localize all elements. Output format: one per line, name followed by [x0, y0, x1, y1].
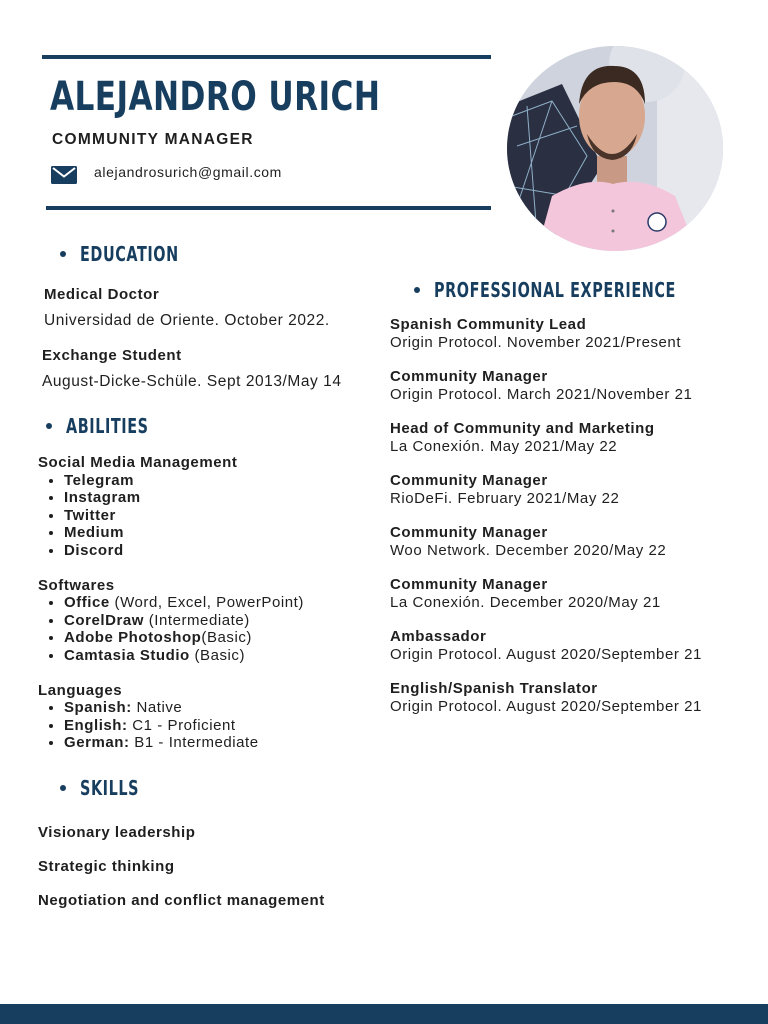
experience-detail: La Conexión. May 2021/May 22: [390, 437, 618, 455]
item-name: Camtasia Studio: [64, 646, 190, 664]
experience-detail: Origin Protocol. November 2021/Present: [390, 333, 682, 351]
item-level: C1 - Proficient: [127, 716, 236, 734]
bullet-dot: [60, 251, 66, 257]
bullet-dot: [60, 785, 66, 791]
candidate-role: COMMUNITY MANAGER: [52, 131, 254, 148]
list-item: • Medium: [64, 524, 304, 542]
list-item: [64, 612, 304, 630]
experience-role: Spanish Community Lead: [390, 316, 587, 333]
item-level: (Basic): [189, 646, 246, 664]
list-item: [64, 647, 304, 665]
list-item: [64, 699, 304, 717]
skills-heading: [60, 776, 162, 800]
section-title: ABILITIES: [66, 414, 149, 438]
education-degree: Medical Doctor: [44, 286, 160, 303]
skill-item: Visionary leadership: [38, 824, 196, 841]
item-name: Adobe Photoshop: [64, 629, 202, 646]
list-item: [64, 734, 304, 752]
bullet-dot: [46, 423, 52, 429]
candidate-name: ALEJANDRO URICH: [50, 74, 381, 120]
softwares-heading: Softwares: [38, 576, 115, 594]
education-degree: Exchange Student: [42, 347, 182, 364]
abilities-list: [38, 454, 304, 752]
item-name: English:: [64, 716, 128, 734]
list-item: • Instagram: [64, 489, 304, 507]
education-detail: August-Dicke-Schüle. Sept 2013/May 14: [42, 373, 342, 390]
item-level: (Intermediate): [143, 611, 250, 629]
experience-role: Community Manager: [390, 472, 548, 489]
skill-item: Strategic thinking: [38, 858, 175, 875]
education-heading: [60, 242, 217, 266]
experience-role: Community Manager: [390, 524, 548, 541]
item-name: Office: [64, 594, 110, 611]
experience-role: Ambassador: [390, 628, 487, 645]
item-level: B1 - Intermediate: [129, 734, 259, 751]
list-item: [64, 629, 304, 647]
experience-item: [390, 368, 692, 403]
experience-item: [390, 628, 702, 663]
social-media-heading: Social Media Management: [38, 454, 238, 471]
experience-item: [390, 472, 619, 507]
experience-detail: Origin Protocol. August 2020/September 21: [390, 645, 702, 663]
item-name: CorelDraw: [64, 611, 144, 629]
footer-bar: [0, 1004, 768, 1024]
email-link[interactable]: alejandrosurich@gmail.com: [94, 164, 282, 180]
experience-item: [390, 420, 655, 455]
experience-detail: Origin Protocol. August 2020/September 21: [390, 697, 702, 715]
experience-detail: La Conexión. December 2020/May 21: [390, 593, 661, 611]
section-title: SKILLS: [80, 776, 140, 800]
list-item: [64, 594, 304, 612]
section-title: PROFESSIONAL EXPERIENCE: [434, 278, 676, 302]
section-title: EDUCATION: [80, 242, 179, 266]
languages-heading: Languages: [38, 681, 123, 699]
experience-role: Community Manager: [390, 368, 548, 385]
list-item: [64, 717, 304, 735]
item-level: (Basic): [201, 629, 252, 646]
languages-list: [38, 699, 304, 752]
experience-heading: [414, 278, 768, 302]
item-level: (Word, Excel, PowerPoint): [109, 594, 304, 611]
education-detail: Universidad de Oriente. October 2022.: [44, 312, 330, 329]
softwares-list: [38, 594, 304, 664]
list-item: • Twitter: [64, 507, 304, 525]
skill-item: Negotiation and conflict management: [38, 892, 325, 909]
envelope-icon: [51, 165, 77, 185]
list-item: • Telegram: [64, 472, 304, 490]
experience-role: Head of Community and Marketing: [390, 420, 655, 437]
list-item: • Discord: [64, 542, 304, 560]
experience-item: [390, 680, 702, 715]
item-level: Native: [131, 699, 183, 716]
item-name: German:: [64, 734, 130, 751]
item-name: Spanish:: [64, 699, 132, 716]
profile-photo: [507, 46, 723, 251]
abilities-heading: [46, 414, 181, 438]
bullet-dot: [414, 287, 420, 293]
header-top-rule: [42, 55, 491, 59]
experience-item: [390, 524, 666, 559]
social-media-list: [38, 472, 304, 560]
experience-detail: Woo Network. December 2020/May 22: [390, 541, 667, 559]
experience-role: Community Manager: [390, 576, 548, 593]
experience-detail: Origin Protocol. March 2021/November 21: [390, 385, 693, 403]
experience-detail: RioDeFi. February 2021/May 22: [390, 489, 620, 507]
experience-item: [390, 316, 681, 351]
header-bottom-rule: [46, 206, 491, 210]
experience-item: [390, 576, 661, 611]
experience-role: English/Spanish Translator: [390, 680, 598, 697]
